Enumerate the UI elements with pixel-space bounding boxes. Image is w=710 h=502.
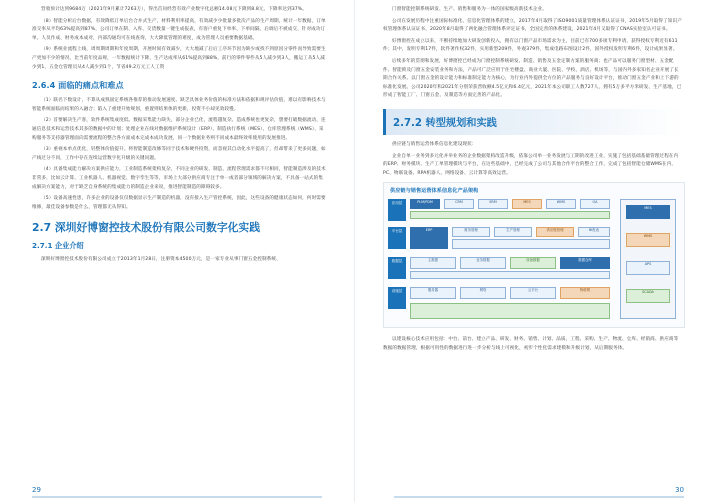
side-box-aps: APS xyxy=(626,261,670,275)
development-paragraph: 后续多年的贯彻和发展，好博窗控已经成为门窗控制系统研发、制造、销售及五金定制方案的服务商；也产品可以服务门窗型材、五金配件、智能锁及门窗五金安装业务和方法，产品可广泛应用于住宅楼盘、商业大厦、医院、学校、酒店、机场等，与国内外多家知名企业开展了长期合作关系。以门窗五金的设计能力和标准制定能力为核心，为行业内外提供全方位的产品服务与良好设计平台，推动门窗五金产业和上下游的标准化发展。公司2020年和2021年分别荣获营收额4.5亿元和6.4亿元，2021年本公司职工人数727人，拥有5万多平方米研发、生产基地，已形成了智能工厂、门窗五金、及制造等方面完善的产品化。 xyxy=(383,58,682,99)
architecture-figure xyxy=(383,182,685,328)
side-box-wms: WMS xyxy=(626,233,670,247)
box-wms: WMS xyxy=(546,199,576,209)
section-271-heading: 2.7.1 企业介绍 xyxy=(32,241,84,251)
side-box-mes: MES xyxy=(626,205,670,219)
pain-point-5: （5）设备高速性患，许多企业的设备仅仅数据显示生产制造的机器，没有接入生产管控系统，因此，这些设备的健康状态如何，何时需要维修，最佳设备参数是什么，管理都无从得知。 xyxy=(32,196,326,210)
box-oa: OA xyxy=(580,199,610,209)
row-label-infra: 设施层 xyxy=(388,287,406,309)
box-mes: MES xyxy=(512,199,542,209)
box-data-warehouse: 数据仓库 xyxy=(560,257,610,269)
box-business-data: 业务数据 xyxy=(460,257,506,269)
box-master-data: 主数据 xyxy=(410,257,456,269)
row-label-app: 应用层 xyxy=(388,199,406,221)
status-intro: 供应链与销售运营体系信息化建设现状： xyxy=(392,141,477,147)
data-strip xyxy=(410,271,610,279)
box-srm: SRM xyxy=(478,199,508,209)
box-bi: BI报表 xyxy=(578,227,610,237)
box-erp: ERP xyxy=(410,227,448,249)
right-page xyxy=(355,0,710,502)
box-cloud: 云平台 xyxy=(510,287,556,299)
box-production: 生产管理 xyxy=(494,227,532,237)
app-strip xyxy=(410,211,610,219)
banner-accent-bar xyxy=(383,109,386,135)
right-footer-line xyxy=(394,496,684,498)
left-column xyxy=(32,6,326,268)
section-264-heading: 2.6.4 面临的痛点和难点 xyxy=(32,80,124,91)
box-server: 服务器 xyxy=(410,287,456,299)
pain-point-4: （4）具备集成能力解决方案供应能力，工业制造系统架构复杂，不同企业的研发、制造、流程管理需求都不尽相同，智能制造涉及的技术非常多，比如云计算、工业机器人、机器视觉、数字孪生等等，市场上大部分供应商专注于单一或者部分领域的解决方案，不具备一站式的集成解决方案能力，对于缺乏自身系统的集成能力的制造企业来说，推进智能制造的障碍较多。 xyxy=(32,167,326,190)
box-device-data: 设备数据 xyxy=(510,257,556,269)
row-label-platform: 平台层 xyxy=(388,227,406,249)
pain-point-1: （1）联名下数设计，不算从成熟固定系统各推荐的推动发展速度。缺乏具体业务价值的标准方法和依据和规评估价值，难以有影响技术与智能系统面临而结果的入融合；陷入了重建开始规划，重置则结果体的更新，投资不小却见效较慢。 xyxy=(32,98,326,112)
right-column xyxy=(383,6,683,357)
closing-paragraph: 以建设核心技术应用包括：中台、前台、建立产品、研发、财务、销售、计划、品质、工程、采购、生产、物流、仓库、经销商、供应商等数据的数据管理，根据可用性的数据进行进一步分析与线上可视化，初步个性化需求建模和升级计划，从后期服务体。 xyxy=(383,337,679,351)
box-network: 网络 xyxy=(460,287,506,299)
infra-strip xyxy=(410,303,610,319)
figure-title: 供应链与销售运营体系信息化产品架构 xyxy=(390,188,479,195)
certification-paragraph: 公司在发展历程中注重国际标准化、信息化管理体系的建立，2017年4月取得了ISO9001质量管理体系认证证书，2019年5月取得了知识产权管理体系认证证书，2020年8月取得了两化融合管理体系评定证书，全国完善的体系建设，2021年4月又取得了CNAS实验室认可证书。 xyxy=(383,18,682,33)
left-footer-line xyxy=(32,496,322,498)
pain-point-3: （3）重视本单点优化，轻整体价值提升。将智能制造改修等同于技术和硬件投资，而忽视其自动化水平提高了，但却带来了更多问题，如产线过分不同，工作中存在连续运营数字化升级的关键问题。 xyxy=(32,147,326,161)
patent-paragraph: 好博窗控在成立以来，不断持续地加大研发创新投入，拥有以门窗产品市场需求为主，目前已有700多项专利申请，获得授权专利近有611件；其中，发明专利17件，软件著作权32件，实用新型209件，外观379件，集成电路布图设计2件，国外授权发明专利6件，设计成果显著。 xyxy=(383,38,678,53)
platform-strip xyxy=(452,239,610,249)
left-page-number: 29 xyxy=(32,486,41,494)
status-paragraph: 企业自单一业务到多元化并举业务的企业数据架构改造升级，依靠公司单一业务发展与工期的改进工业，实施了包括基础基础管理过程在内的ERP、财务模块、生产工单管理模块与平台，在这些基础中，已经完成了公司与其他合作平台的整合工作，完成了包括智能仓储WMS在内，PC、物联设备、RPA机器人、网络设备、云计算等高效运营。 xyxy=(383,153,679,176)
intro-paragraph: 营收预计达到9684万（2021年9月累计7263万），得出首问经营有效产业数字化总额14.08元下降到8.8元，下降率达到37%。 xyxy=(41,7,307,12)
pain-point-2: （2）首要解决生产客，软件系统集成度低。数据采集能力缺失，部分企业已化，流程越复杂、造成系统也更复杂，想要打破数据流动，连通信息技术和运营技术其多的数据中的计划；处理企业在线对数据维护系统设计（ERP）、制造执行系统（MES）、仓库管理系统（WMS）、采购服务等支持器管理面向需要流程的整合各方面成本完成本成功发展，同一个数据业务则不同成本最终效率使用的发展推进。 xyxy=(32,118,326,141)
row-label-data: 数据层 xyxy=(388,257,406,279)
section-272-heading: 2.7.2 转型规划和实践 xyxy=(393,117,497,129)
right-page-number: 30 xyxy=(675,486,684,494)
section-27-heading: 2.7 深圳好博窗控技术股份有限公司数字化实践 xyxy=(32,221,261,235)
box-finance: 财务管理 xyxy=(452,227,490,237)
box-supply: 供应链管理 xyxy=(536,227,574,237)
company-intro-paragraph: 深圳好博窗控技术股份有限公司成立于2013年1月28日，注册资本4500万元，是一家专业从事门窗五金控制系统、 xyxy=(41,257,281,263)
item-9-paragraph: （9）系统业流程上线，周周期周期和年度周期，开展时间有效减少，大大地减了后后工序环节因为缺少或找不到原因分零件而导致需要生产更加不少的情况，比当前年度品规，一年数据统计下降，生产达成率从61%提高到88%，前行的零件零件从5人减少到3人，搬运工从5人减少到1，五金仓管理员从4人减少到1个，节省49.2万元工人工资 xyxy=(32,47,326,70)
item-8-paragraph: （8）智能分析后台数据，有效降低订单后台合并式生产，材料利用率提高，有效减少少批量多批次产品的生产周期，统计一年数据，订单准交率从平均63%提高到87%，公司订单在制、入库、交货数量一键生成报表，有客户重复下单率、下单间隔、后调后不被成交、针对成功订单，人员作成、财务成本成对，内部沟通均可在线查询，大大降低管理的难度，成为管理人员重要数据基础。 xyxy=(32,18,326,41)
box-plm: PLM/PDM xyxy=(410,199,440,209)
box-iot: 物联网 xyxy=(560,287,610,299)
box-crm: CRM xyxy=(444,199,474,209)
section-272-banner xyxy=(383,109,683,135)
side-box-scada: SCADA xyxy=(626,289,670,303)
company-continued-paragraph: 门窗智能控制系统研发、生产、销售和服务为一体的国家级高新技术企业。 xyxy=(392,7,547,12)
